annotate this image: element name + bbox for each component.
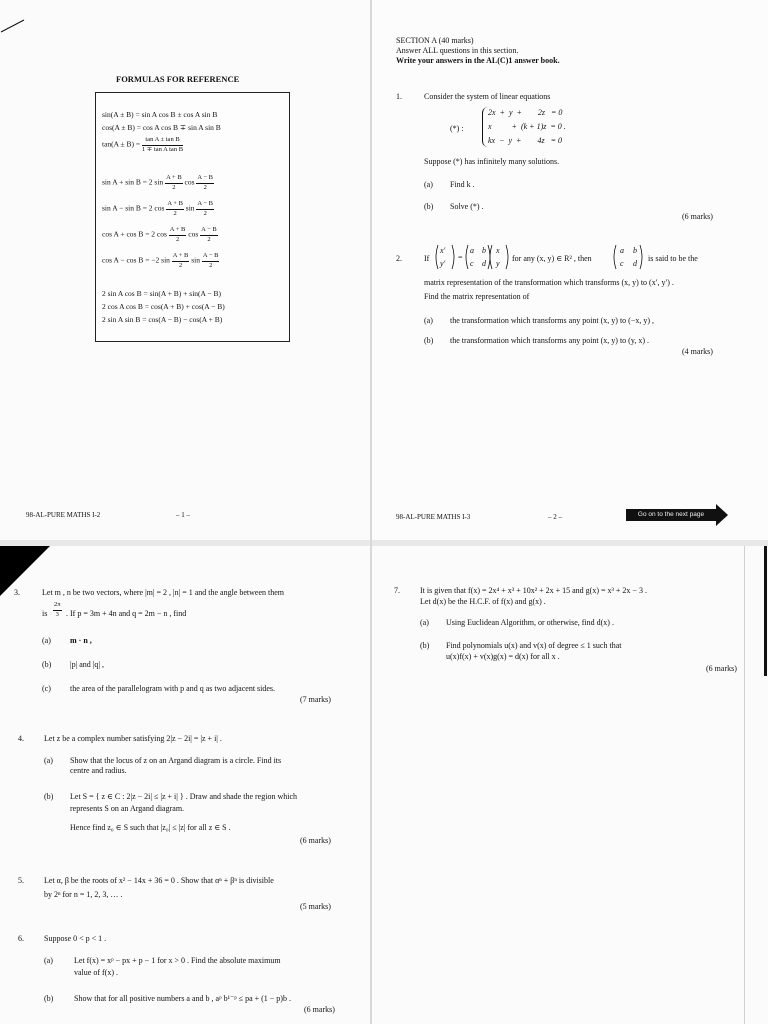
page-1-formulas bbox=[0, 0, 370, 540]
q7-marks: (6 marks) bbox=[706, 664, 737, 673]
q7-line-2: Let d(x) be the H.C.F. of f(x) and g(x) . bbox=[420, 597, 546, 606]
q6-marks: (6 marks) bbox=[304, 1005, 335, 1014]
q3b-text: |p| and |q| , bbox=[70, 660, 104, 669]
q3a-text: m · n , bbox=[70, 636, 92, 645]
q4a-text-1: Show that the locus of z on an Argand diagram is a circle. Find its bbox=[70, 756, 282, 765]
q7b-text-1: Find polynomials u(x) and v(x) of degree ≤ 1 such that bbox=[446, 641, 622, 650]
q3-angle: $\frac{2\pi}{3}$ bbox=[54, 601, 61, 618]
q6a-text-2: value of f(x) . bbox=[74, 968, 118, 977]
q4-line-1: Let z be a complex number satisfying 2|z − 2i| = |z + i| . bbox=[44, 734, 222, 743]
q5-line-1: Let α, β be the roots of x² − 14x + 36 = 0 . Show that αⁿ + βⁿ is divisible bbox=[44, 876, 274, 885]
q4a-label: (a) bbox=[44, 756, 53, 765]
q3-line-2: . If p = 3m + 4n and q = 2m − n , find bbox=[66, 609, 187, 618]
page-1-footer-number: – 1 – bbox=[176, 511, 190, 519]
formula-product-to-sum-3: 2 sin A sin B = cos(A − B) − cos(A + B) bbox=[102, 315, 223, 324]
q4a-text-2: centre and radius. bbox=[70, 766, 127, 775]
q2-m2-b: b bbox=[633, 246, 637, 255]
formula-tan-sum: tan(A ± B) = $\frac{\text{tan A ± tan B}}{\text{1 ∓ tan A tan B}}$ bbox=[102, 136, 184, 153]
next-page-arrow-icon bbox=[716, 504, 728, 526]
q3-marks: (7 marks) bbox=[300, 695, 331, 704]
q1-number: 1. bbox=[396, 92, 402, 101]
q2a-text: the transformation which transforms any point (x, y) to (−x, y) , bbox=[450, 316, 655, 325]
q2b-text: the transformation which transforms any point (x, y) to (y, x) . bbox=[450, 336, 649, 345]
q2-marks: (4 marks) bbox=[682, 347, 713, 356]
q1-equation-3: kx − y + 4z = 0 bbox=[488, 136, 562, 145]
q2b-label: (b) bbox=[424, 336, 434, 345]
q2-m-d: d bbox=[482, 259, 486, 268]
q2-m2-a: a bbox=[620, 246, 624, 255]
q2-matrix-abcd bbox=[612, 243, 644, 271]
q5-number: 5. bbox=[18, 876, 24, 885]
q7b-label: (b) bbox=[420, 641, 430, 650]
q1a-text: Find k . bbox=[450, 180, 475, 189]
q6b-text: Show that for all positive numbers a and b , aᵖ b¹⁻ᵖ ≤ pa + (1 − p)b . bbox=[74, 994, 291, 1003]
formula-sum-to-product-2: sin A − sin B = 2 cos $\frac{A + B}{2}$ sin $\frac{A - B}{2}$ bbox=[102, 200, 214, 217]
q3c-text: the area of the parallelogram with p and q as two adjacent sides. bbox=[70, 684, 276, 693]
q2-equals: = bbox=[458, 253, 463, 262]
q4b-text-1: Let S = { z ∈ C : 2|z − 2i| ≤ |z + i| } . Draw and shade the region which bbox=[70, 792, 297, 801]
instruction-answer-all: Answer ALL questions in this section. bbox=[396, 46, 519, 55]
q1-equation-1: 2x + y + 2z = 0 bbox=[488, 108, 563, 117]
formula-box bbox=[95, 92, 290, 342]
pen-stroke-mark bbox=[0, 18, 26, 34]
q6-line-1: Suppose 0 < p < 1 . bbox=[44, 934, 107, 943]
formula-product-to-sum-2: 2 cos A cos B = cos(A + B) + cos(A − B) bbox=[102, 302, 225, 311]
q7a-label: (a) bbox=[420, 618, 429, 627]
q4-marks: (6 marks) bbox=[300, 836, 331, 845]
q6a-label: (a) bbox=[44, 956, 53, 965]
page-4-questions bbox=[372, 546, 768, 1024]
page-margin-line bbox=[744, 546, 745, 1024]
q2-m-a: a bbox=[470, 246, 474, 255]
q2-vec-x-prime: x′ bbox=[440, 246, 446, 255]
page-2-footer-number: – 2 – bbox=[548, 513, 562, 521]
q1-suppose: Suppose (*) has infinitely many solutions. bbox=[424, 157, 560, 166]
q5-line-2: by 2ⁿ for n = 1, 2, 3, … . bbox=[44, 890, 123, 899]
instruction-answer-book: Write your answers in the AL(C)1 answer book. bbox=[396, 56, 560, 65]
q2-m-b: b bbox=[482, 246, 486, 255]
q3a-label: (a) bbox=[42, 636, 51, 645]
q7-number: 7. bbox=[394, 586, 400, 595]
q6a-text-1: Let f(x) = xᵖ − px + p − 1 for x > 0 . Find the absolute maximum bbox=[74, 956, 281, 965]
q2a-label: (a) bbox=[424, 316, 433, 325]
next-page-badge: Go on to the next page bbox=[626, 509, 716, 521]
q2-for-any: for any (x, y) ∈ R² , then bbox=[512, 254, 592, 263]
q2-if: If bbox=[424, 254, 430, 263]
q3-number: 3. bbox=[14, 588, 20, 597]
q1b-text: Solve (*) . bbox=[450, 202, 484, 211]
q1b-label: (b) bbox=[424, 202, 434, 211]
q2-vec-y-prime: y′ bbox=[440, 259, 446, 268]
q7b-text-2: u(x)f(x) + v(x)g(x) = d(x) for all x . bbox=[446, 652, 560, 661]
q4b-text-2: represents S on an Argand diagram. bbox=[70, 804, 185, 813]
q2-m2-c: c bbox=[620, 259, 624, 268]
q7a-text: Using Euclidean Algorithm, or otherwise, find d(x) . bbox=[446, 618, 614, 627]
formula-sum-to-product-1: sin A + sin B = 2 sin $\frac{A + B}{2}$ cos $\frac{A - B}{2}$ bbox=[102, 174, 213, 191]
q2-m-c: c bbox=[470, 259, 474, 268]
page-3-questions bbox=[0, 546, 370, 1024]
q1-equation-2: x + (k + 1)z = 0 . bbox=[488, 122, 566, 131]
q5-marks: (5 marks) bbox=[300, 902, 331, 911]
q2-line-2: matrix representation of the transformation which transforms (x, y) to (x′, y′) . bbox=[424, 278, 674, 287]
q2-line-3: Find the matrix representation of bbox=[424, 292, 530, 301]
q3-is: is bbox=[42, 609, 48, 618]
q2-vec-y: y bbox=[496, 259, 500, 268]
formulas-title: FORMULAS FOR REFERENCE bbox=[116, 74, 240, 84]
q1-text: Consider the system of linear equations bbox=[424, 92, 551, 101]
q3c-label: (c) bbox=[42, 684, 51, 693]
formula-sum-to-product-4: cos A − cos B = −2 sin $\frac{A + B}{2}$ sin $\frac{A - B}{2}$ bbox=[102, 252, 219, 269]
q4-number: 4. bbox=[18, 734, 24, 743]
q1a-label: (a) bbox=[424, 180, 433, 189]
formula-product-to-sum-1: 2 sin A cos B = sin(A + B) + sin(A − B) bbox=[102, 289, 222, 298]
section-heading: SECTION A (40 marks) bbox=[396, 36, 474, 45]
q6-number: 6. bbox=[18, 934, 24, 943]
q7-line-1: It is given that f(x) = 2x⁴ + x³ + 10x² + 2x + 15 and g(x) = x³ + 2x − 3 . bbox=[420, 586, 647, 595]
q4b-text-3: Hence find z₀ ∈ S such that |z₀| ≤ |z| for all z ∈ S . bbox=[70, 823, 231, 832]
formula-cos-sum: cos(A ± B) = cos A cos B ∓ sin A sin B bbox=[102, 123, 221, 132]
page-edge-line bbox=[764, 546, 767, 676]
q4b-label: (b) bbox=[44, 792, 54, 801]
q2-vec-x: x bbox=[496, 246, 500, 255]
q1-marks: (6 marks) bbox=[682, 212, 713, 221]
formula-sin-sum: sin(A ± B) = sin A cos B ± cos A sin B bbox=[102, 110, 218, 119]
q1-system-label: (*) : bbox=[450, 124, 464, 133]
formula-sum-to-product-3: cos A + cos B = 2 cos $\frac{A + B}{2}$ cos $\frac{A - B}{2}$ bbox=[102, 226, 217, 243]
page-2-section-a bbox=[372, 0, 768, 540]
q2-number: 2. bbox=[396, 254, 402, 263]
q3-line-1: Let m , n be two vectors, where |m| = 2 , |n| = 1 and the angle between them bbox=[42, 588, 285, 597]
q3b-label: (b) bbox=[42, 660, 52, 669]
page-2-footer-code: 98-AL-PURE MATHS I-3 bbox=[396, 513, 471, 521]
q2-m2-d: d bbox=[633, 259, 637, 268]
q2-said: is said to be the bbox=[648, 254, 698, 263]
page-1-footer-code: 98-AL-PURE MATHS I-2 bbox=[26, 511, 101, 519]
q6b-label: (b) bbox=[44, 994, 54, 1003]
